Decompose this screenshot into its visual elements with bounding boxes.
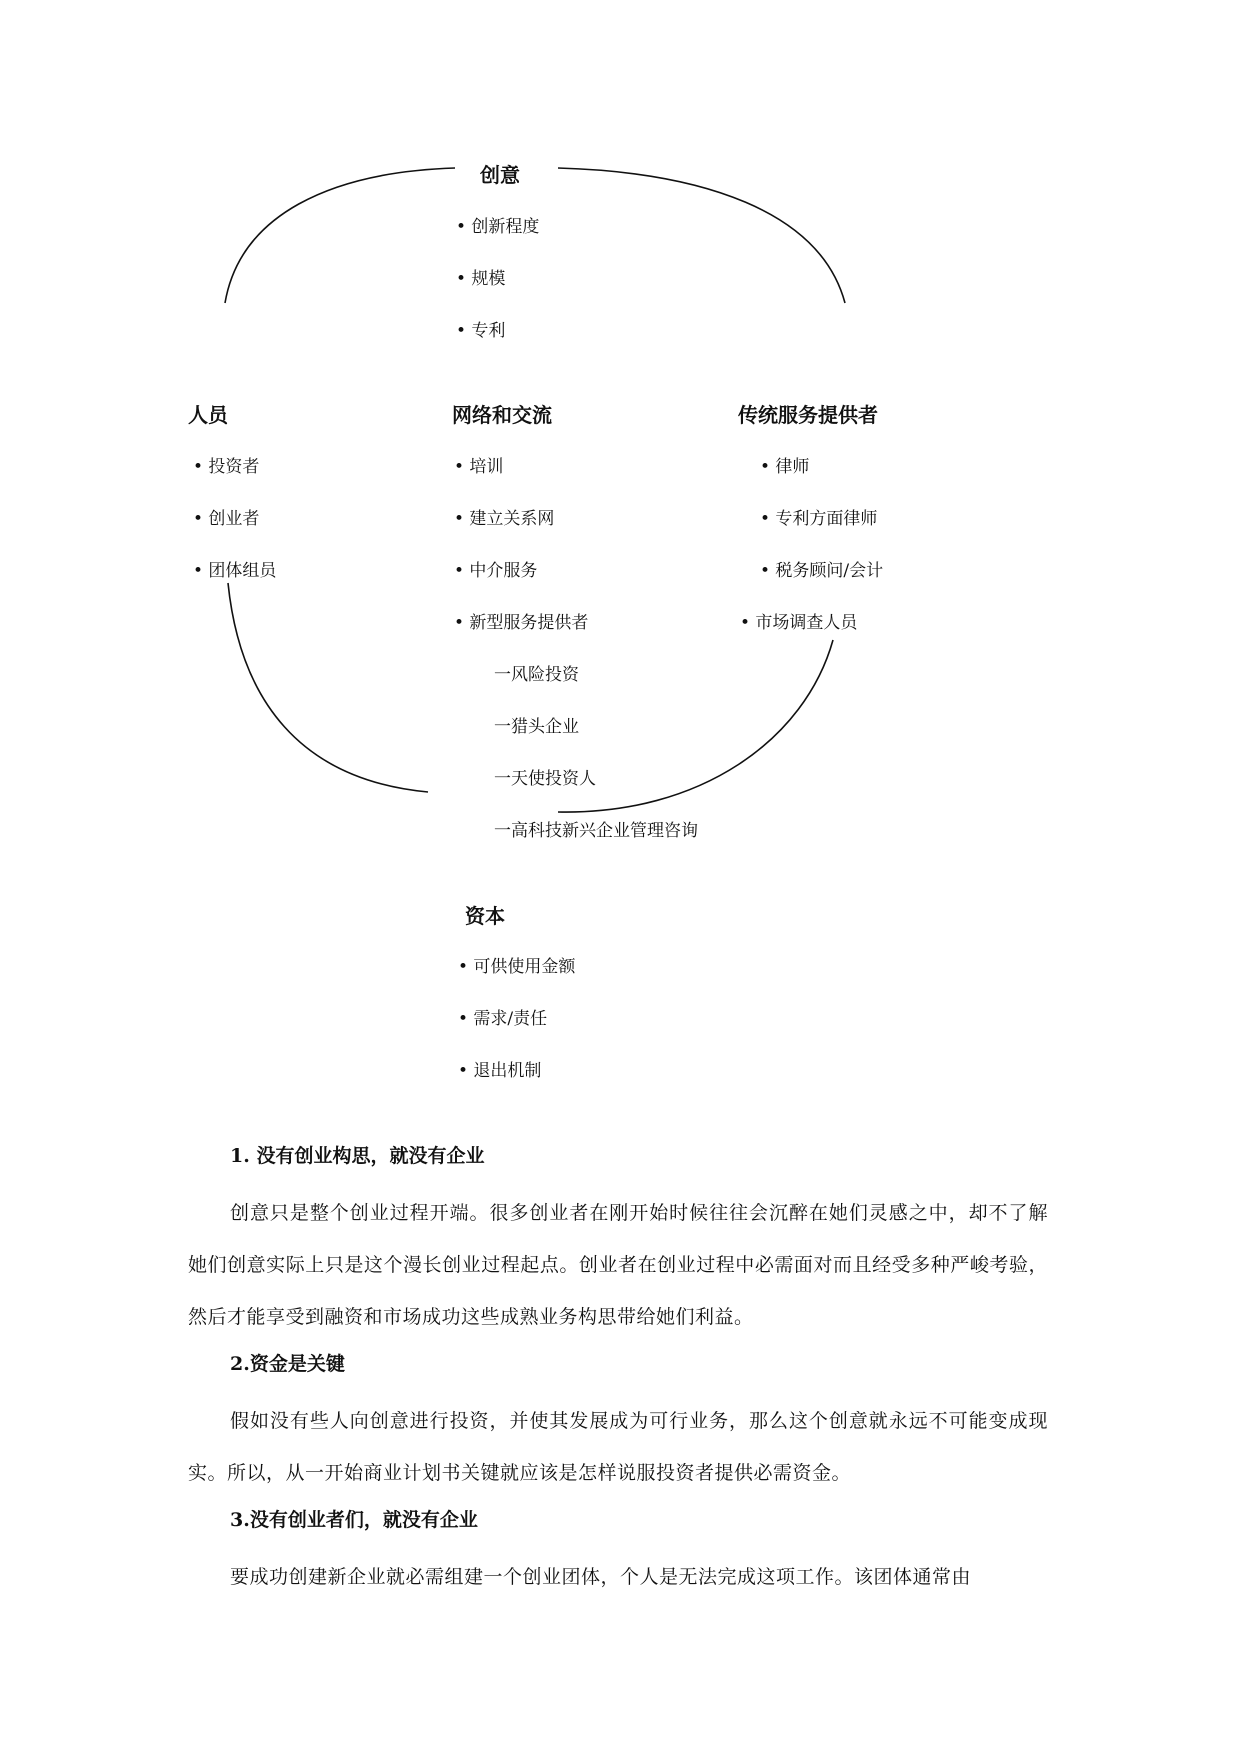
people-block xyxy=(188,401,228,429)
network-item-2: • 建立关系网 xyxy=(454,509,555,529)
people-item-1: • 投资者 xyxy=(193,457,260,477)
idea-item-1: • 创新程度 xyxy=(456,217,540,237)
network-subitem-4: 一高科技新兴企业管理咨询 xyxy=(494,821,698,841)
traditional-item-2: • 专利方面律师 xyxy=(760,509,878,529)
traditional-item-1: • 律师 xyxy=(760,457,810,477)
arc-top-right xyxy=(558,168,845,303)
document-body xyxy=(188,1135,1048,1603)
section-1-heading: 1. 没有创业构思，就没有企业 xyxy=(230,1145,485,1167)
section-3-heading: 3.没有创业者们，就没有企业 xyxy=(230,1509,478,1531)
section-2-body: 假如没有些人向创意进行投资，并使其发展成为可行业务，那么这个创意就永远不可能变成现实。所以，从一开始商业计划书关键就应该是怎样说服投资者提供必需资金。 xyxy=(188,1410,1048,1484)
capital-item-1: • 可供使用金额 xyxy=(458,957,576,977)
arc-bottom-left xyxy=(228,583,428,792)
network-title: 网络和交流 xyxy=(452,403,552,427)
idea-title: 创意 xyxy=(480,163,520,187)
network-item-3: • 中介服务 xyxy=(454,561,538,581)
people-item-3: • 团体组员 xyxy=(193,561,277,581)
arc-top-left xyxy=(225,168,455,303)
arc-bottom-right xyxy=(558,640,833,812)
idea-item-3: • 专利 xyxy=(456,321,506,341)
network-block xyxy=(452,401,552,429)
idea-block xyxy=(480,161,520,189)
capital-item-2: • 需求/责任 xyxy=(458,1009,548,1029)
traditional-title: 传统服务提供者 xyxy=(738,403,878,427)
network-item-1: • 培训 xyxy=(454,457,504,477)
idea-item-2: • 规模 xyxy=(456,269,506,289)
traditional-item-3: • 税务顾问/会计 xyxy=(760,561,884,581)
network-item-4: • 新型服务提供者 xyxy=(454,613,589,633)
traditional-item-4: • 市场调查人员 xyxy=(740,613,858,633)
network-subitem-3: 一天使投资人 xyxy=(494,769,596,789)
section-2-heading: 2.资金是关键 xyxy=(230,1353,345,1375)
people-item-2: • 创业者 xyxy=(193,509,260,529)
traditional-block xyxy=(738,401,878,429)
capital-item-3: • 退出机制 xyxy=(458,1061,542,1081)
capital-block xyxy=(465,902,505,930)
capital-title: 资本 xyxy=(465,904,505,928)
section-3-body: 要成功创建新企业就必需组建一个创业团体，个人是无法完成这项工作。该团体通常由 xyxy=(230,1566,972,1588)
section-1-body: 创意只是整个创业过程开端。很多创业者在刚开始时候往往会沉醉在她们灵感之中，却不了解她们创意实际上只是这个漫长创业过程起点。创业者在创业过程中必需面对而且经受多种严峻考验，然后才能享受到融资和市场成功这些成熟业务构思带给她们利益。 xyxy=(188,1202,1048,1328)
network-subitem-2: 一猎头企业 xyxy=(494,717,579,737)
network-subitem-1: 一风险投资 xyxy=(494,665,579,685)
people-title: 人员 xyxy=(188,403,228,427)
